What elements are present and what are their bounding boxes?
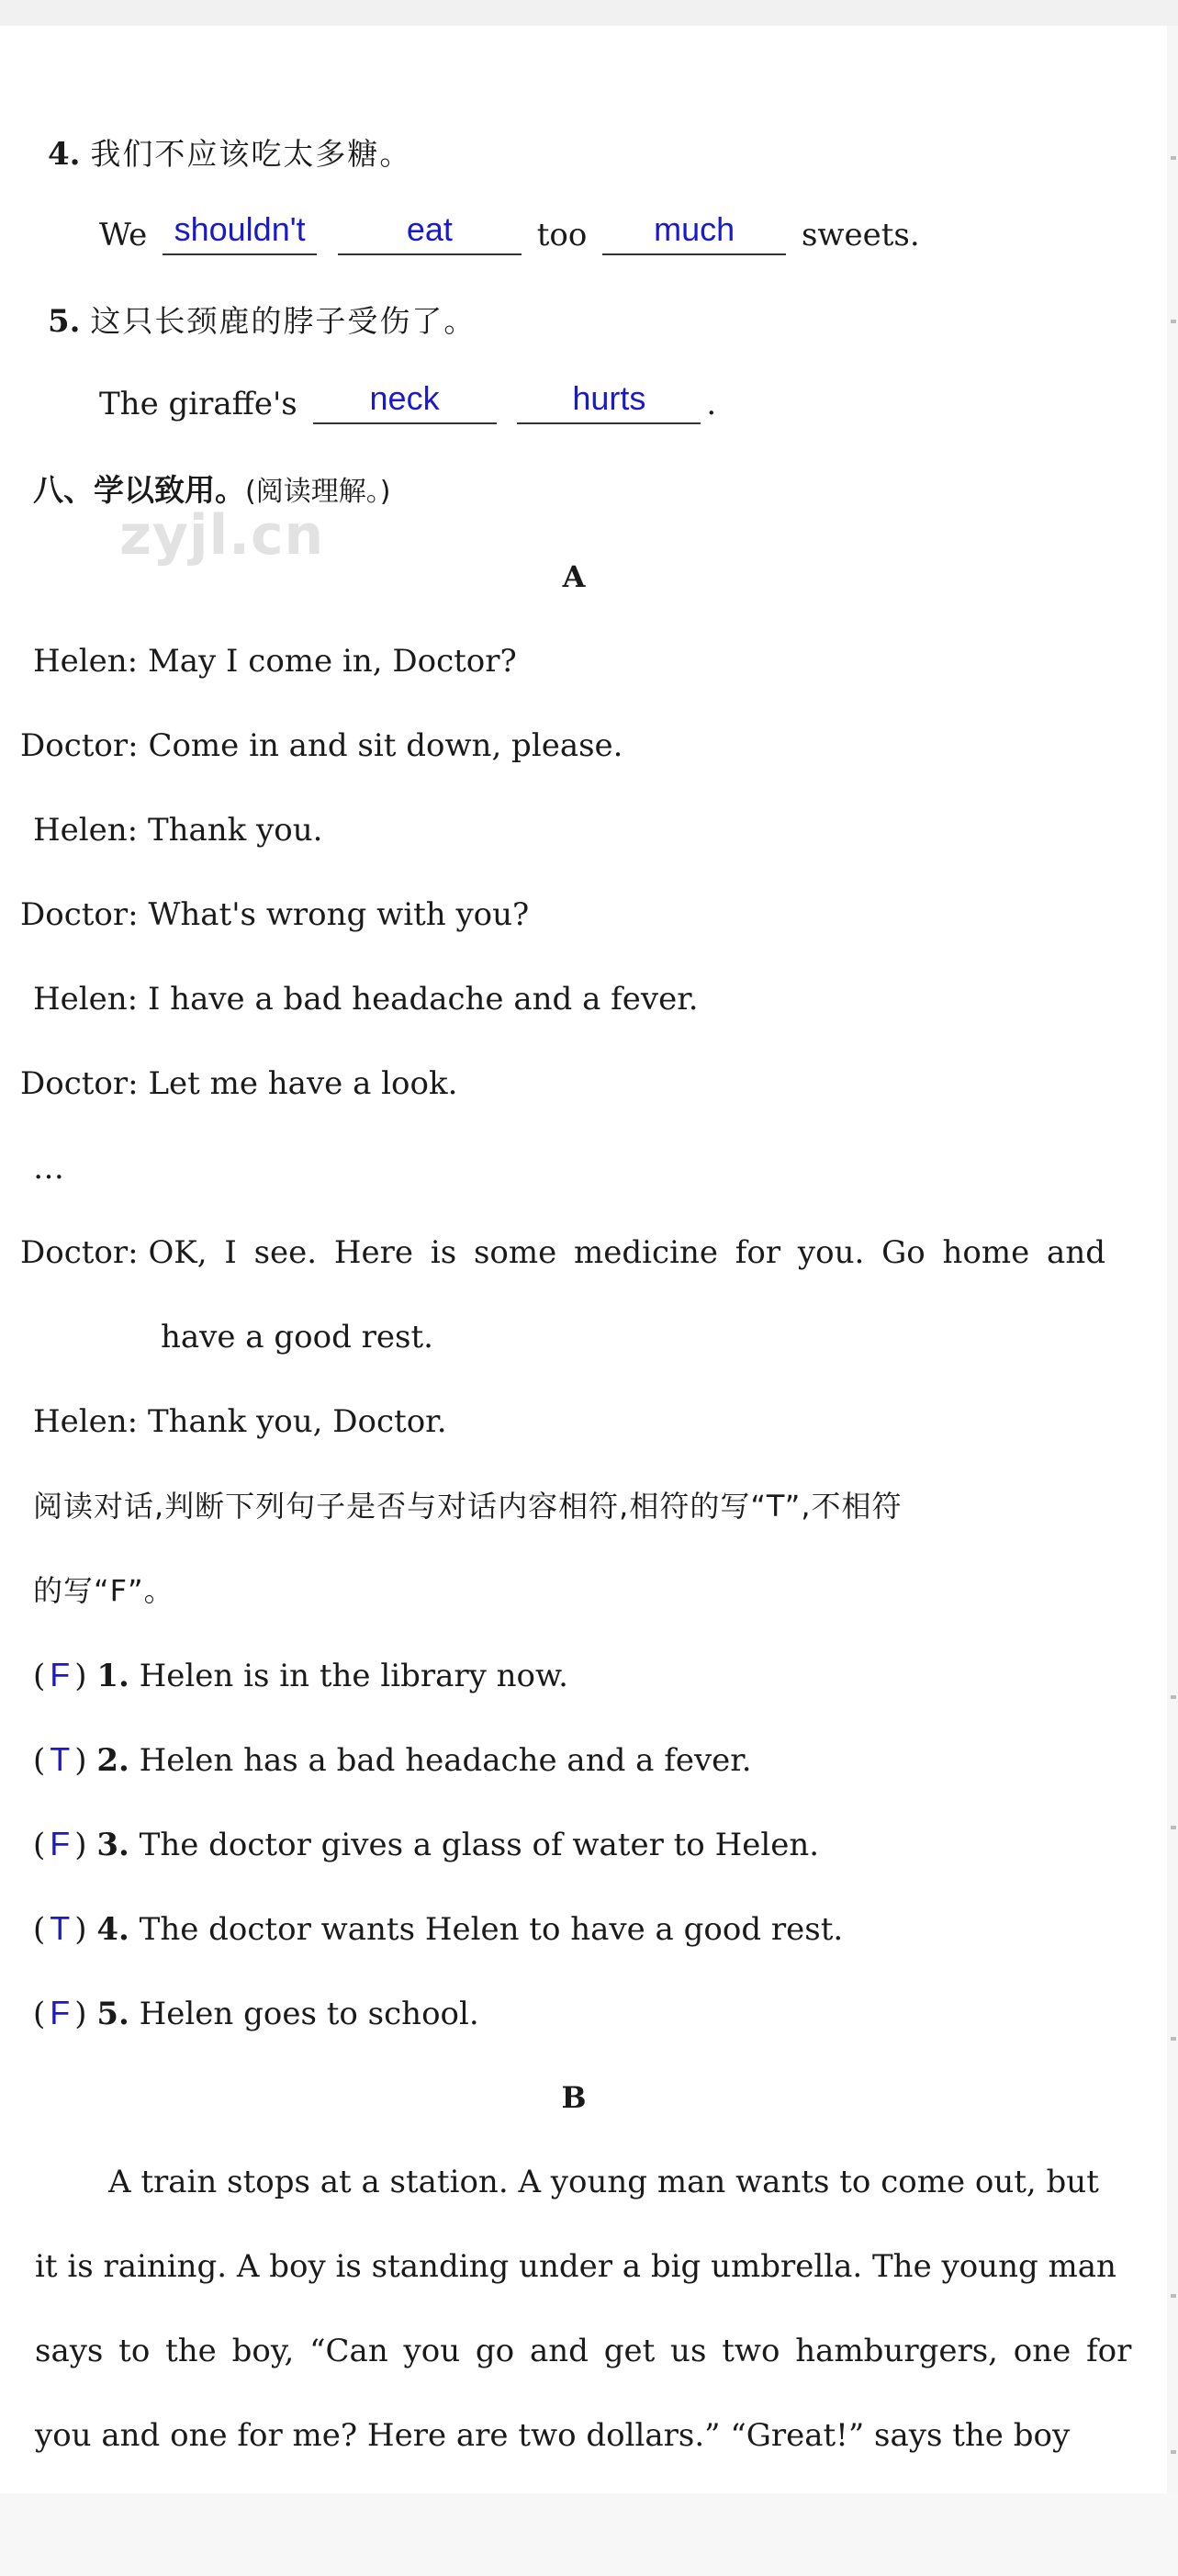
question-number: 4.: [48, 136, 81, 173]
speaker: Helen:: [33, 812, 139, 849]
tf-answer[interactable]: F: [50, 1656, 71, 1693]
speaker: Helen:: [33, 981, 139, 1018]
speaker: Doctor:: [20, 1065, 139, 1102]
answer-text: eat: [406, 210, 453, 248]
section-title: 八、学以致用。: [33, 472, 245, 508]
sentence-text: sweets.: [801, 217, 920, 253]
dialogue-line: [33, 979, 699, 1019]
sentence-text: The giraffe's: [99, 386, 297, 422]
dialogue-line: [33, 641, 517, 681]
answer-blank[interactable]: [163, 210, 317, 255]
passage-line: [35, 2331, 1132, 2371]
watermark-logo: zyjl.cn: [119, 503, 325, 568]
dialogue-text: Come in and sit down, please.: [148, 727, 623, 764]
sentence-text: We: [99, 217, 148, 253]
dialogue-ellipsis: [33, 1148, 64, 1188]
answer-text: shouldn't: [174, 210, 306, 248]
answer-blank[interactable]: [313, 379, 497, 424]
dialogue-text: Thank you.: [147, 812, 323, 849]
sentence-text: .: [706, 386, 717, 422]
item-text: Helen is in the library now.: [139, 1658, 568, 1694]
dialogue-line: [33, 810, 322, 850]
instruction-text: 的写“F”。: [33, 1573, 174, 1608]
question-chinese: 我们不应该吃太多糖。: [90, 136, 412, 172]
dialogue-text: I have a bad headache and a fever.: [147, 981, 699, 1018]
dialogue-text: OK, I see. Here is some medicine for you. Go home and: [148, 1234, 1105, 1271]
passage-line: [35, 2415, 1120, 2456]
tf-answer[interactable]: F: [50, 1994, 71, 2031]
passage-line: [108, 2162, 1120, 2202]
question-number: 5.: [48, 303, 81, 340]
speaker: Helen:: [33, 1403, 139, 1440]
passage-text: A train stops at a station. A young man wants to come out, but: [108, 2164, 1099, 2200]
question-4-sentence: [99, 210, 920, 255]
edge-mark: [1171, 1695, 1176, 1699]
item-text: Helen goes to school.: [139, 1996, 479, 2032]
dialogue-text: Let me have a look.: [148, 1065, 458, 1102]
tf-item: ( T ) 2. Helen has a bad headache and a fever.: [33, 1740, 752, 1779]
item-text: Helen has a bad headache and a fever.: [139, 1742, 752, 1779]
answer-text: hurts: [572, 379, 646, 417]
answer-text: much: [654, 210, 735, 248]
question-4-prompt: [48, 134, 411, 174]
part-b-label: B: [561, 2080, 587, 2115]
tf-item: ( F ) 1. Helen is in the library now.: [33, 1656, 568, 1694]
question-chinese: 这只长颈鹿的脖子受伤了。: [90, 303, 477, 339]
tf-item: ( T ) 4. The doctor wants Helen to have a good rest.: [33, 1909, 844, 1948]
right-edge-band: [1167, 26, 1178, 2576]
edge-mark: [1171, 2294, 1176, 2298]
top-margin-band: [0, 0, 1178, 26]
tf-item: ( F ) 3. The doctor gives a glass of water to Helen.: [33, 1825, 820, 1863]
item-number: 5.: [96, 1996, 129, 2032]
dialogue-text: What's wrong with you?: [148, 896, 530, 933]
dialogue-continuation: [161, 1317, 433, 1357]
item-number: 4.: [96, 1911, 129, 1948]
item-number: 2.: [96, 1742, 129, 1779]
answer-blank[interactable]: [517, 379, 701, 424]
passage-text: says to the boy, “Can you go and get us two hamburgers, one for: [35, 2333, 1132, 2369]
dialogue-line: [20, 894, 529, 935]
passage-text: it is raining. A boy is standing under a big umbrella. The young man: [35, 2248, 1116, 2285]
edge-mark: [1171, 2450, 1176, 2454]
dialogue-text: Thank you, Doctor.: [147, 1403, 447, 1440]
part-a-label: A: [562, 559, 586, 594]
tf-answer[interactable]: F: [50, 1825, 71, 1862]
item-number: 3.: [96, 1827, 129, 1863]
edge-mark: [1171, 1826, 1176, 1829]
dialogue-line: [20, 1063, 457, 1104]
instruction-text: 阅读对话,判断下列句子是否与对话内容相符,相符的写“T”,不相符: [33, 1489, 903, 1524]
speaker: Doctor:: [20, 1234, 139, 1271]
dialogue-line: [20, 1232, 1120, 1273]
dialogue-line: [20, 726, 623, 766]
answer-blank[interactable]: [602, 210, 786, 255]
edge-mark: [1171, 320, 1176, 323]
item-text: The doctor wants Helen to have a good rest.: [139, 1911, 844, 1948]
edge-mark: [1171, 2037, 1176, 2041]
dialogue-text: May I come in, Doctor?: [147, 643, 517, 680]
answer-blank[interactable]: [338, 210, 522, 255]
dialogue-text: …: [33, 1150, 64, 1187]
edge-mark: [1171, 156, 1176, 160]
item-text: The doctor gives a glass of water to Helen.: [139, 1827, 820, 1863]
passage-text: you and one for me? Here are two dollars.” “Great!” says the boy: [35, 2417, 1071, 2454]
question-5-sentence: [99, 379, 717, 424]
question-5-prompt: [48, 301, 476, 342]
bottom-margin-band: [0, 2493, 1178, 2576]
answer-text: neck: [369, 379, 440, 417]
speaker: Helen:: [33, 643, 139, 680]
tf-answer[interactable]: T: [50, 1909, 71, 1947]
tf-answer[interactable]: T: [50, 1740, 71, 1778]
speaker: Doctor:: [20, 896, 139, 933]
item-number: 1.: [96, 1658, 129, 1694]
speaker: Doctor:: [20, 727, 139, 764]
sentence-text: too: [536, 217, 588, 253]
passage-line: [35, 2246, 1120, 2287]
dialogue-text: have a good rest.: [161, 1319, 433, 1355]
tf-item: ( F ) 5. Helen goes to school.: [33, 1994, 479, 2032]
section-subtitle: (阅读理解。): [245, 476, 391, 508]
dialogue-line: [33, 1401, 447, 1442]
